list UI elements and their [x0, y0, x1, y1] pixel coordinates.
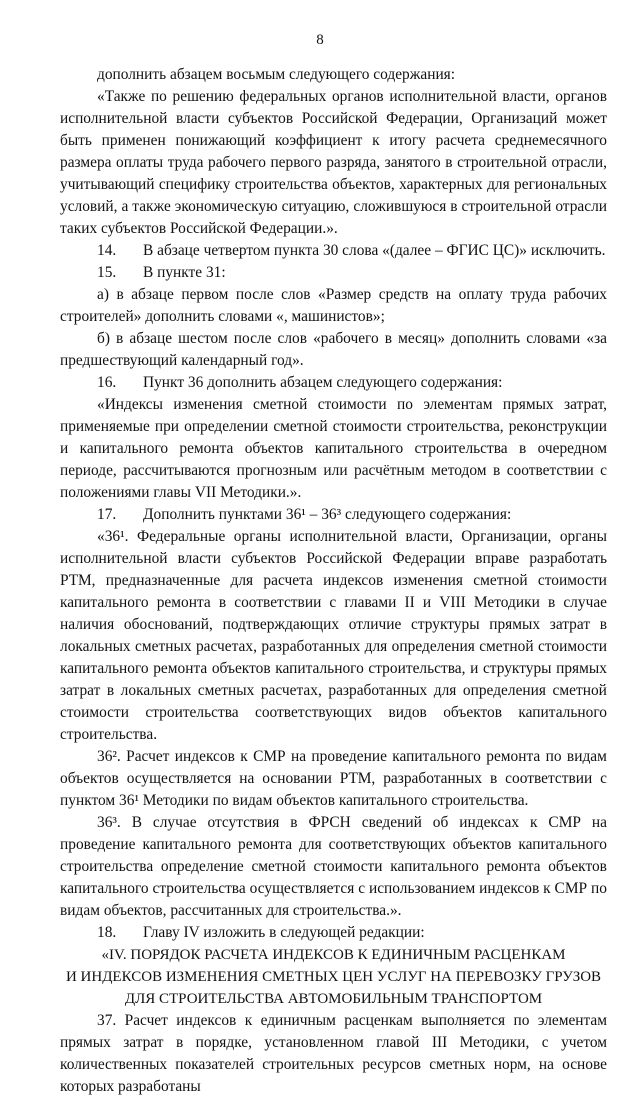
item-number: 16. — [97, 374, 117, 391]
paragraph-text: В абзаце четвертом пункта 30 слова «(далее – ФГИС ЦС)» исключить. — [143, 242, 606, 259]
superscript: ¹ — [120, 529, 125, 545]
heading-line: «IV. ПОРЯДОК РАСЧЕТА ИНДЕКСОВ К ЕДИНИЧНЫМ РАСЦЕНКАМ — [101, 947, 566, 963]
paragraph: дополнить абзацем восьмым следующего содержания: — [97, 66, 456, 83]
paragraph: 37. Расчет индексов к единичным расценкам выполняется по элементам прямых затрат в порядке, установленном главой III Методики, с учетом количественных показателей строительных ресурсов сметных норм, на основе которых разработаны — [60, 1012, 607, 1095]
paragraph-text: Дополнить пунктами 36¹ – 36³ следующего содержания: — [143, 506, 512, 523]
item-number: 17. — [97, 506, 117, 523]
paragraph: 36². Расчет индексов к СМР на проведение капитального ремонта по видам объектов осуществляется на основании РТМ, разработанных в соответствии с пунктом 36¹ Методики по видам объектов капитального строительства. — [60, 748, 608, 809]
paragraph-text: Главу IV изложить в следующей редакции: — [143, 924, 425, 941]
superscript: ² — [112, 749, 117, 765]
paragraph: б) в абзаце шестом после слов «рабочего в месяц» дополнить словами «за предшествующий календарный год». — [60, 330, 607, 369]
item-number: 18. — [97, 924, 117, 941]
superscript: ³ — [112, 815, 117, 831]
heading-line: ДЛЯ СТРОИТЕЛЬСТВА АВТОМОБИЛЬНЫМ ТРАНСПОРТОМ — [124, 991, 543, 1007]
numbered-paragraph — [60, 262, 607, 284]
numbered-paragraph — [60, 240, 607, 262]
paragraph: «Также по решению федеральных органов исполнительной власти, органов исполнительной власти субъектов Российской Федерации, Организаций может быть применен понижающий коэффициент к итогу расчета среднемесячного размера оплаты труда рабочего первого разряда, занятого в строительной отрасли, учитывающий специфику строительства объектов, характерных для региональных условий, а также экономическую ситуацию, сложившуюся в строительной отрасли таких субъектов Российской Федерации.». — [60, 88, 607, 237]
chapter-heading — [60, 944, 607, 1010]
paragraph: а) в абзаце первом после слов «Размер средств на оплату труда рабочих строителей» дополнить словами «, машинистов»; — [60, 286, 607, 325]
page-number: 8 — [316, 32, 324, 48]
paragraph: «Индексы изменения сметной стоимости по элементам прямых затрат, применяемые при определении сметной стоимости строительства, реконструкции и капитального ремонта объектов капитального строительства в очередном периоде, рассчитываются прогнозным или расчётным методом в соответствии с положениями главы VII Методики.». — [60, 396, 607, 501]
superscript: ³ — [336, 507, 342, 523]
superscript: ¹ — [134, 793, 139, 809]
item-number: 15. — [97, 264, 117, 281]
numbered-paragraph — [60, 922, 607, 944]
paragraph-text: В пункте 31: — [143, 264, 226, 281]
item-number: 14. — [97, 242, 117, 259]
document-body — [60, 64, 607, 1098]
numbered-paragraph — [60, 372, 607, 394]
numbered-paragraph — [60, 504, 607, 526]
paragraph: «36¹. Федеральные органы исполнительной власти, Организации, органы исполнительной власти субъектов Российской Федерации вправе разработать РТМ, предназначенные для расчета индексов изменения сметной стоимости капитального ремонта в соответствии с главами II и VIII Методики в случае наличия обоснований, подтверждающих отличие структуры прямых затрат в локальных сметных расчетах, разработанных для определения сметной стоимости капитального ремонта объектов капитального строительства, и структуры прямых затрат в локальных сметных расчетах, разработанных для определения сметной стоимости строительства соответствующих видов объектов капитального строительства. — [60, 528, 608, 743]
superscript: ¹ — [301, 507, 306, 523]
paragraph: 36³. В случае отсутствия в ФРСН сведений об индексах к СМР на проведение капитального ремонта для соответствующих объектов капитального строительства определение сметной стоимости капитального ремонта объектов капитального строительства осуществляется с использованием индексов к СМР по видам объектов, рассчитанных для строительства.». — [60, 814, 607, 919]
heading-line: И ИНДЕКСОВ ИЗМЕНЕНИЯ СМЕТНЫХ ЦЕН УСЛУГ НА ПЕРЕВОЗКУ ГРУЗОВ — [65, 969, 602, 985]
paragraph-text: Пункт 36 дополнить абзацем следующего содержания: — [143, 374, 503, 391]
